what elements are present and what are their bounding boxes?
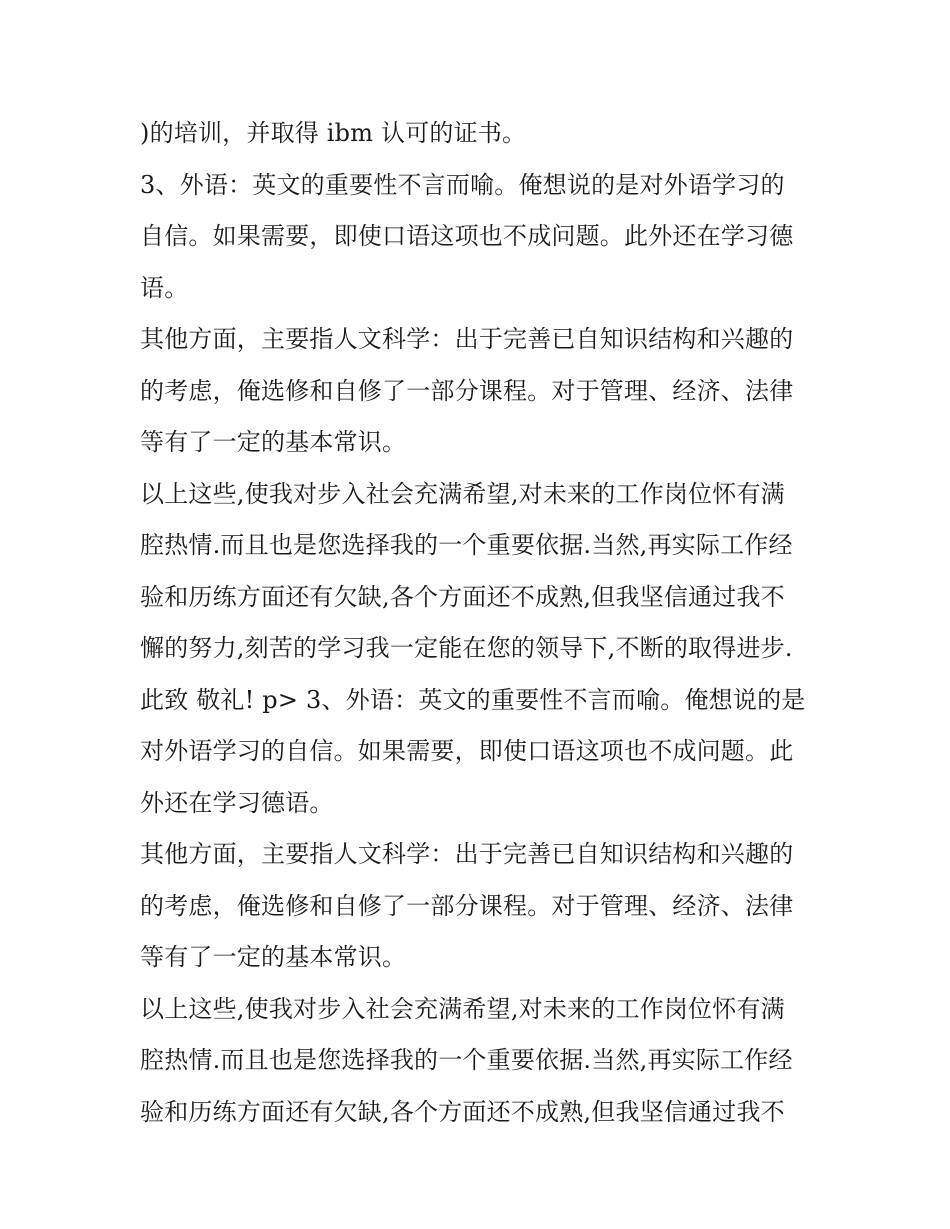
text-line: 其他方面，主要指人文科学：出于完善已自知识结构和兴趣的 <box>140 325 794 353</box>
text-line: 验和历练方面还有欠缺,各个方面还不成熟,但我坚信通过我不 <box>140 582 785 611</box>
text-line: 3、外语：英文的重要性不言而喻。俺想说的是对外语学习的 <box>140 170 785 199</box>
text-line: 语。 <box>140 273 189 302</box>
text-line: 等有了一定的基本常识。 <box>140 428 407 456</box>
text-line: 对外语学习的自信。如果需要，即使口语这项也不成问题。此 <box>140 737 794 765</box>
document-body <box>140 108 820 1138</box>
text-line: 自信。如果需要，即使口语这项也不成问题。此外还在学习德 <box>140 222 794 250</box>
text-line: 以上这些,使我对步入社会充满希望,对未来的工作岗位怀有满 <box>140 479 785 508</box>
text-line: 懈的努力,刻苦的学习我一定能在您的领导下,不断的取得进步. <box>140 634 793 662</box>
text-line: 的考虑，俺选修和自修了一部分课程。对于管理、经济、法律 <box>140 376 794 405</box>
text-line: 外还在学习德语。 <box>140 788 334 817</box>
text-line: 腔热情.而且也是您选择我的一个重要依据.当然,再实际工作经 <box>140 531 793 559</box>
text-line: 此致 敬礼! p> 3、外语：英文的重要性不言而喻。俺想说的是 <box>140 685 806 714</box>
text-line: 腔热情.而且也是您选择我的一个重要依据.当然,再实际工作经 <box>140 1046 793 1074</box>
text-line: )的培训，并取得 ibm 认可的证书。 <box>140 119 527 147</box>
text-line: 验和历练方面还有欠缺,各个方面还不成熟,但我坚信通过我不 <box>140 1097 785 1126</box>
text-line: 的考虑，俺选修和自修了一部分课程。对于管理、经济、法律 <box>140 891 794 920</box>
text-line: 等有了一定的基本常识。 <box>140 943 407 971</box>
text-line: 以上这些,使我对步入社会充满希望,对未来的工作岗位怀有满 <box>140 994 785 1023</box>
text-line: 其他方面，主要指人文科学：出于完善已自知识结构和兴趣的 <box>140 840 794 868</box>
